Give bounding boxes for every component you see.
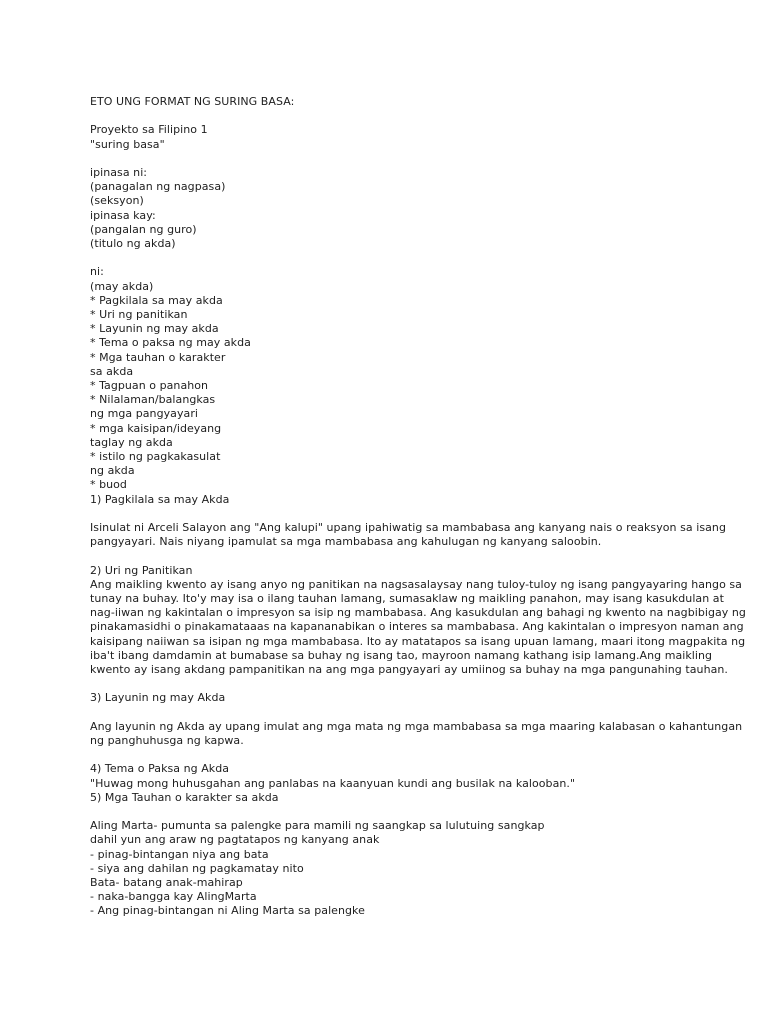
character-line: - pinag-bintangan niya ang bata	[90, 847, 269, 861]
document-body	[90, 95, 746, 919]
section-4-heading: 4) Tema o Paksa ng Akda	[90, 762, 230, 776]
title-block	[90, 123, 690, 151]
outline-line: * Tema o paksa ng may akda	[90, 336, 251, 350]
outline-line: * Mga tauhan o karakter	[90, 350, 226, 364]
section-1-body	[90, 521, 726, 549]
character-line: Aling Marta- pumunta sa palengke para mamili ng saangkap sa lulutuing sangkap	[90, 819, 545, 833]
outline-line: taglay ng akda	[90, 435, 173, 449]
title-line: "suring basa"	[90, 137, 165, 151]
section-3-body	[90, 719, 743, 748]
paragraph-line: Ang layunin ng Akda ay upang imulat ang mga mata ng mga mambabasa sa mga maaring kalabasan o kahantungan	[90, 719, 743, 733]
paragraph-line: Ang maikling kwento ay isang anyo ng panitikan na nagsasalaysay nang tuloy-tuloy ng isang pangyayaring hango sa	[90, 577, 742, 591]
submission-line: (seksyon)	[90, 194, 144, 208]
outline-line: ni:	[90, 265, 104, 279]
paragraph-line: ng panghuhusga ng kapwa.	[90, 734, 244, 748]
section-5-heading: 5) Mga Tauhan o karakter sa akda	[90, 790, 279, 804]
section-3-heading: 3) Layunin ng may Akda	[90, 691, 226, 705]
paragraph-line: pangyayari. Nais niyang ipamulat sa mga mambabasa ang kahulugan ng kanyang saloobin.	[90, 535, 602, 549]
section-2-heading: 2) Uri ng Panitikan	[90, 563, 193, 577]
blank-line	[90, 677, 690, 691]
blank-line	[90, 805, 690, 819]
outline-line: * Tagpuan o panahon	[90, 379, 209, 393]
submission-line: (panagalan ng nagpasa)	[90, 180, 226, 194]
outline-line: * Layunin ng may akda	[90, 322, 219, 336]
outline-block	[90, 265, 690, 506]
submission-line: ipinasa kay:	[90, 208, 156, 222]
blank-line	[90, 706, 690, 720]
section-2-body	[90, 577, 746, 677]
paragraph-line: iba't ibang damdamin at bumabase sa buhay ng isang tao, mayroon namang kathang isip lamang.Ang maikling	[90, 648, 713, 662]
character-line: Bata- batang anak-mahirap	[90, 876, 243, 890]
paragraph-line: pinakamasidhi o pinakamataaas na kapananabikan o interes sa mambabasa. Ang kakintalan o impresyon naman ang	[90, 620, 744, 634]
outline-line: (may akda)	[90, 279, 154, 293]
blank-line	[90, 748, 690, 762]
character-line: - siya ang dahilan ng pagkamatay nito	[90, 861, 304, 875]
blank-line	[90, 507, 690, 521]
outline-line: ng akda	[90, 464, 135, 478]
submission-line: ipinasa ni:	[90, 165, 148, 179]
character-line: - Ang pinag-bintangan ni Aling Marta sa palengke	[90, 904, 365, 918]
blank-line	[90, 152, 690, 166]
paragraph-line: kwento ay isang akdang pampanitikan na ang mga pangyayari ay umiinog sa buhay na mga pangunahing tauhan.	[90, 663, 728, 677]
characters-block	[90, 819, 690, 918]
outline-line: * mga kaisipan/ideyang	[90, 421, 222, 435]
section-1-heading: 1) Pagkilala sa may Akda	[90, 492, 230, 506]
outline-line: sa akda	[90, 364, 134, 378]
outline-line: * Nilalaman/balangkas	[90, 393, 216, 407]
outline-line: * istilo ng pagkakasulat	[90, 450, 221, 464]
character-line: - naka-bangga kay AlingMarta	[90, 890, 257, 904]
outline-line: * Pagkilala sa may akda	[90, 293, 223, 307]
paragraph-line: Isinulat ni Arceli Salayon ang "Ang kalupi" upang ipahiwatig sa mambabasa ang kanyang nais o reaksyon sa isang	[90, 521, 726, 535]
paragraph-line: nag-iiwan ng kakintalan o impresyon sa isip ng mambabasa. Ang kasukdulan ang bahagi ng kwento na nagbibigay ng	[90, 606, 746, 620]
outline-line: * Uri ng panitikan	[90, 308, 188, 321]
character-line: dahil yun ang araw ng pagtatapos ng kanyang anak	[90, 833, 380, 847]
blank-line	[90, 251, 690, 265]
document-heading: ETO UNG FORMAT NG SURING BASA:	[90, 95, 295, 108]
submission-line: (titulo ng akda)	[90, 237, 176, 250]
submission-line: (pangalan ng guro)	[90, 222, 197, 236]
title-line: Proyekto sa Filipino 1	[90, 123, 208, 137]
outline-line: ng mga pangyayari	[90, 407, 198, 421]
blank-line	[90, 549, 690, 563]
blank-line	[90, 109, 690, 123]
submission-block	[90, 166, 690, 251]
outline-line: * buod	[90, 478, 127, 492]
paragraph-line: tunay na buhay. Ito'y may isa o ilang tauhan lamang, sumasaklaw ng maikling panahon, may isang kasukdulan at	[90, 592, 724, 606]
section-4-5-block	[90, 762, 690, 805]
theme-quote: "Huwag mong huhusgahan ang panlabas na kaanyuan kundi ang busilak na kalooban."	[90, 776, 576, 790]
paragraph-line: kaisipang naiiwan sa isipan ng mga mambabasa. Ito ay matatapos sa isang upuan lamang, maari itong magpakita ng	[90, 634, 746, 648]
